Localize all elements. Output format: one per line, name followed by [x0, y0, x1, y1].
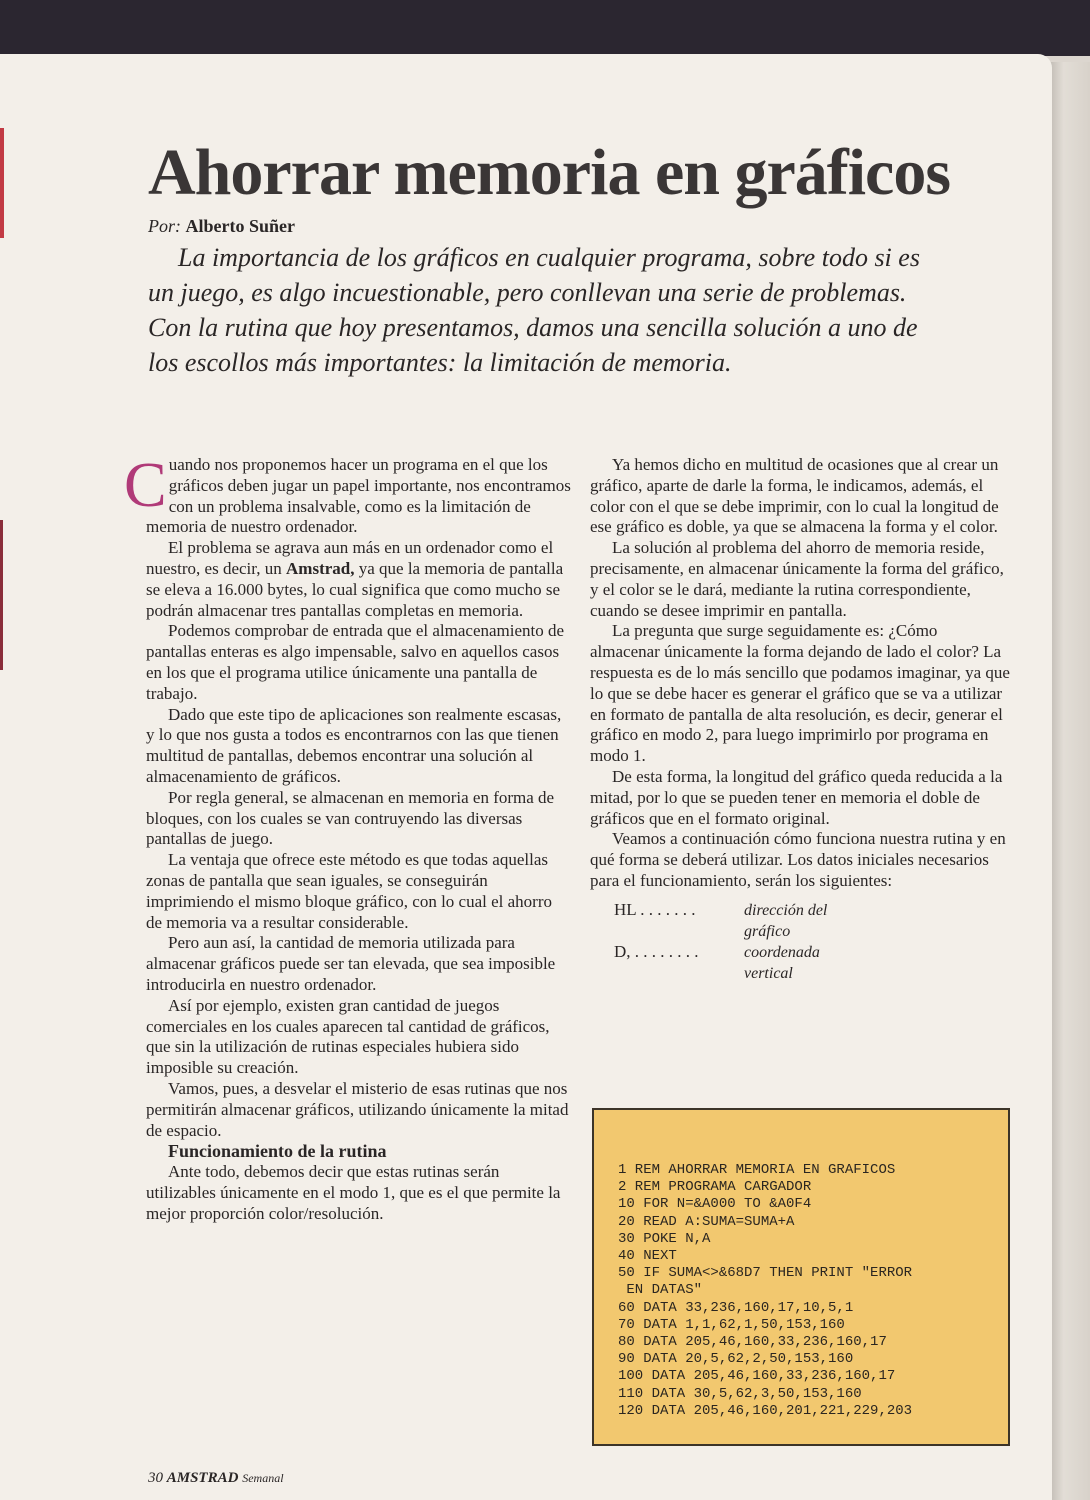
byline-prefix: Por: [148, 216, 181, 236]
paragraph: Ante todo, debemos decir que estas rutinas serán utilizables únicamente en el modo 1, que es el que permite la mejor proporción color/resolución. [146, 1162, 561, 1223]
listing-line: 60 DATA 33,236,160,17,10,5,1 [618, 1299, 854, 1316]
paragraph: Podemos comprobar de entrada que el almacenamiento de pantallas enteras es algo impensable, salvo en aquellos casos en los que el programa utilice únicamente una pantalla de trabajo. [146, 621, 565, 703]
magazine-name: AMSTRAD [166, 1470, 239, 1486]
page-number: 30 [148, 1470, 163, 1486]
paragraph: La solución al problema del ahorro de memoria reside, precisamente, en almacenar únicamente la forma del gráfico, y el color se le dará, mediante la rutina correspondiente, cuando se desee imprimir en pantalla. [590, 538, 1004, 620]
paragraph: Dado que este tipo de aplicaciones son realmente escasas, y lo que nos gusta a todos es encontrarnos con las que tienen multitud de pantallas, debemos encontrar una solución al almacenamiento de gráficos. [146, 704, 562, 786]
page-footer [148, 1470, 284, 1487]
paragraph: Por regla general, se almacenan en memoria en forma de bloques, con los cuales se van contruyendo las diversas pantallas de juego. [146, 787, 555, 849]
listing-line: 110 DATA 30,5,62,3,50,153,160 [618, 1385, 862, 1402]
listing-line: 80 DATA 205,46,160,33,236,160,17 [618, 1334, 887, 1351]
listing-line: 30 POKE N,A [618, 1230, 711, 1247]
listing-line: EN DATAS" [626, 1282, 703, 1299]
listing-line: 70 DATA 1,1,62,1,50,153,160 [618, 1316, 845, 1333]
parameter-register: HL . . . . . . . [614, 899, 696, 919]
paragraph-text: uando nos proponemos hacer un programa en el que los gráficos deben jugar un papel importante, nos encontramos con un problema insalvable, como es la limitación de memoria de nuestro ordenador. [146, 455, 571, 537]
parameter-row [614, 942, 874, 984]
article-intro: La importancia de los gráficos en cualquier programa, sobre todo si es un juego, es algo incuestionable, pero conllevan una serie de problemas. Con la rutina que hoy presentamos, damos una sencilla solución a uno de los escollos más importantes: la limitación de memoria. [148, 243, 920, 377]
page-edge-mark [0, 128, 4, 238]
parameter-row [614, 900, 874, 942]
basic-listing-box [592, 1108, 1010, 1446]
scan-top-border [0, 0, 1090, 56]
paragraph: Ya hemos dicho en multitud de ocasiones que al crear un gráfico, aparte de darle la forma, le indicamos, además, el color con el que se debe imprimir, con lo cual la longitud de ese gráfico es doble, ya que se almacena la forma y el color. [590, 455, 999, 537]
paragraph-text: El problema se agrava aun más en un ordenador como el nuestro, es decir, un [146, 538, 554, 578]
paragraph: Veamos a continuación cómo funciona nuestra rutina y en qué forma se deberá utilizar. Los datos iniciales necesarios para el funcionamiento, serán los siguientes: [590, 829, 1006, 890]
paragraph: Vamos, pues, a desvelar el misterio de esas rutinas que nos permitirán almacenar gráficos, utilizando únicamente la mitad de espacio. [146, 1078, 569, 1140]
magazine-suffix: Semanal [242, 1471, 284, 1485]
paragraph: Así por ejemplo, existen gran cantidad de juegos comerciales en los cuales aparecen tal cantidad de gráficos, que sin la utilización de rutinas especiales hubiera sido imposible su creación. [146, 995, 550, 1078]
basic-listing [618, 1162, 912, 1420]
parameter-list [614, 900, 874, 984]
paragraph: La pregunta que surge seguidamente es: ¿Cómo almacenar únicamente la forma dejando de lado el color? La respuesta es de lo más sencillo que podamos imaginar, ya que lo que se debe hacer es generar el gráfico que se va a utilizar en formato de pantalla de alta resolución, es decir, generar el gráfico en modo 2, para luego imprimirlo por programa en modo 1. [590, 621, 1010, 766]
article-title: Ahorrar memoria en gráficos [148, 136, 951, 209]
parameter-description: dirección del gráfico [744, 901, 828, 940]
paragraph: La ventaja que ofrece este método es que todas aquellas zonas de pantalla que sean iguales, se conseguirán imprimiendo el mismo bloque gráfico, con lo cual el ahorro de memoria va a resultar considerable. [146, 850, 552, 932]
paragraph [124, 449, 571, 538]
byline [148, 216, 295, 237]
listing-line: 20 READ A:SUMA=SUMA+A [618, 1213, 795, 1230]
byline-author: Alberto Suñer [185, 216, 295, 236]
paragraph: Pero aun así, la cantidad de memoria utilizada para almacenar gráficos puede ser tan elevada, que sea imposible introducirla en nuestro ordenador. [146, 933, 556, 994]
adjacent-page-edge [1046, 62, 1090, 1500]
paragraph-text: ya que la memoria de pantalla se eleva a 16.000 bytes, lo cual significa que como mucho se podrán almacenar tres pantallas completas en memoria. [146, 558, 564, 620]
listing-line: 10 FOR N=&A000 TO &A0F4 [618, 1196, 812, 1213]
text-column-right [590, 455, 1010, 984]
listing-line: 120 DATA 205,46,160,201,221,229,203 [618, 1402, 913, 1419]
listing-line: 50 IF SUMA<>&68D7 THEN PRINT "ERROR [618, 1265, 913, 1282]
text-column-left [124, 449, 571, 1224]
listing-line: 100 DATA 205,46,160,33,236,160,17 [618, 1368, 896, 1385]
drop-cap: C [124, 449, 167, 520]
page-edge-mark [0, 520, 3, 670]
listing-line: 90 DATA 20,5,62,2,50,153,160 [618, 1351, 854, 1368]
section-heading: Funcionamiento de la rutina [168, 1141, 387, 1162]
brand-name: Amstrad, [286, 558, 355, 578]
paragraph [146, 538, 571, 621]
listing-line: 2 REM PROGRAMA CARGADOR [618, 1179, 812, 1196]
paragraph: De esta forma, la longitud del gráfico queda reducida a la mitad, por lo que se pueden tener en memoria el doble de gráficos que en el formato original. [590, 766, 1003, 828]
listing-line: 1 REM AHORRAR MEMORIA EN GRAFICOS [618, 1162, 896, 1178]
parameter-register: D, . . . . . . . . [614, 941, 699, 961]
parameter-description: coordenada vertical [744, 943, 820, 982]
listing-line: 40 NEXT [618, 1248, 677, 1265]
